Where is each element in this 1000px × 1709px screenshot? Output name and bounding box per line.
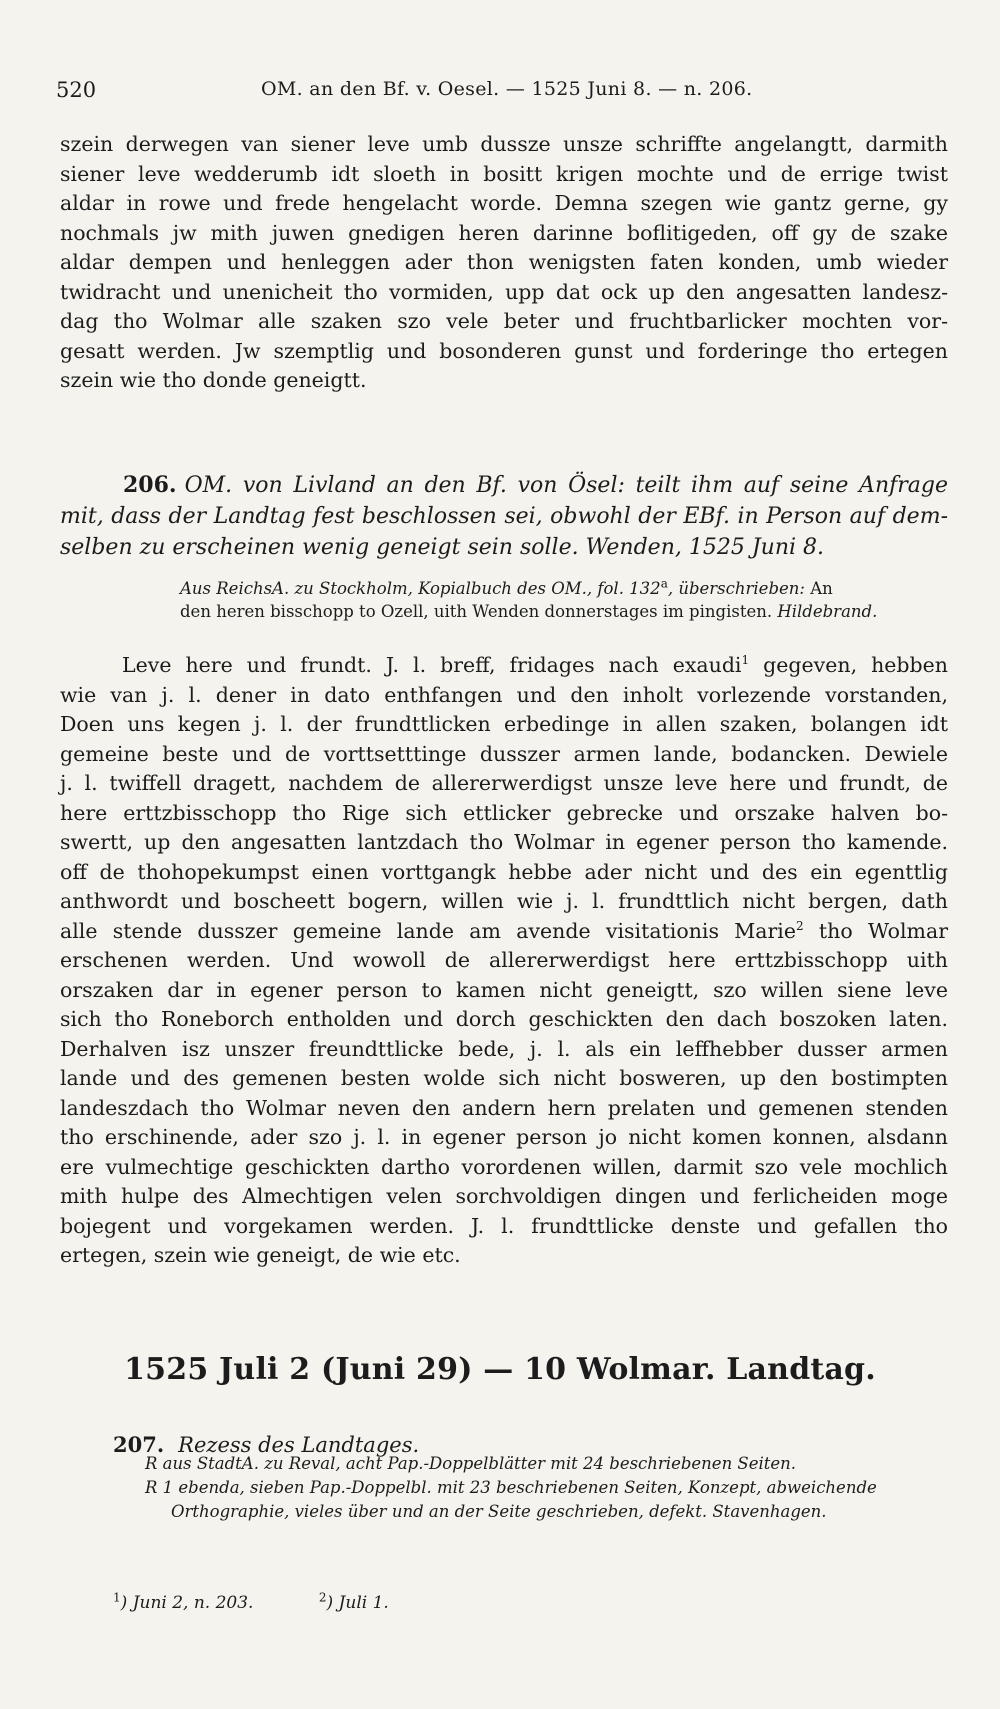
text-line: alle stende dusszer gemeine lande am avende visitationis Marie$^2$ tho Wolmar [60, 918, 948, 943]
source-line: R 1 ebenda, sieben Pap.-Doppelbl. mit 23 beschriebenen Seiten, Konzept, abweichende [145, 1478, 877, 1497]
text-line: gesatt werden. Jw szemptlig und bosonderen gunst und forderinge tho ertegen [60, 338, 948, 363]
entry-number: 206. [123, 472, 177, 498]
source-archive: Aus ReichsA. zu Stockholm, Kopialbuch des OM., fol. 132 [180, 579, 661, 598]
entry-206-source [180, 577, 948, 623]
text-line: sich tho Roneborch entholden und dorch geschickten den dach boszoken laten. [60, 1007, 948, 1031]
text-line: Leve here und frundt. J. l. breff, fridages nach exaudi$^1$ gegeven, hebben [122, 653, 948, 677]
running-head [56, 78, 946, 108]
regest-text: OM. von Livland an den Bf. von Ösel: teilt ihm auf seine Anfrage [184, 473, 948, 498]
source-line: R aus StadtA. zu Reval, acht Pap.-Doppelblätter mit 24 beschriebenen Seiten. [145, 1454, 797, 1473]
footnotes [113, 1590, 449, 1613]
text-line: bojegent und vorgekamen werden. J. l. frundttlicke denste und gefallen tho [60, 1213, 948, 1238]
entry-207-source [145, 1452, 945, 1524]
entry-206-text [60, 651, 948, 1271]
source-line: Orthographie, vieles über und an der Seite geschrieben, defekt. Stavenhagen. [171, 1502, 827, 1521]
source-line [180, 600, 948, 623]
text-line: ere vulmechtige geschickten dartho vorordenen willen, darmit szo vele mochlich [60, 1154, 948, 1179]
text-line: here erttzbisschopp tho Rige sich ettlicker gebrecke und orszake halven bo- [60, 800, 948, 825]
page-number: 520 [56, 78, 97, 102]
text-line: nochmals jw mith juwen gnedigen heren darinne boflitigeden, off gy de szake [60, 220, 948, 245]
text-line: anthwordt und boscheett bogern, willen wie j. l. frundttlich nicht bergen, dath [60, 889, 948, 913]
section-heading: 1525 Juli 2 (Juni 29) — 10 Wolmar. Landtag. [124, 1352, 876, 1387]
entry-206-regest [123, 470, 948, 501]
entry-number: 207. [113, 1432, 165, 1457]
text-line: aldar dempen und henleggen ader thon wenigsten faten konden, umb wieder [60, 250, 948, 274]
text-line: ertegen, szein wie geneigt, de wie etc. [60, 1243, 461, 1267]
text-line: gemeine beste und de vorttsetttinge dusszer armen lande, bodancken. Dewiele [60, 741, 948, 766]
running-head-title: OM. an den Bf. v. Oesel. — 1525 Juni 8. — n. 206. [261, 78, 753, 100]
text-line: lande und des gemenen besten wolde sich nicht bosweren, up den bostimpten [60, 1066, 948, 1090]
text-line: Derhalven isz unszer freundttlicke bede, j. l. als ein leffhebber dusser armen [60, 1036, 948, 1061]
text-line: szein derwegen van siener leve umb dussze unsze schriffte angelangtt, darmith [60, 132, 948, 156]
continuation-paragraph [60, 130, 948, 396]
text-line: mith hulpe des Almechtigen velen sorchvoldigen dingen und ferlicheiden moge [60, 1184, 948, 1208]
text-line: j. l. twiffell dragett, nachdem de allererwerdigst unsze leve here und frundt, de [60, 771, 948, 795]
source-address: den heren bisschopp to Ozell, uith Wenden donnerstages im pingisten. [180, 602, 773, 621]
text-line: swertt, up den angesatten lantzdach tho Wolmar in egener person tho kamende. [60, 830, 948, 854]
text-line: orszaken dar in egener person to kamen nicht geneigtt, szo willen siene leve [60, 977, 948, 1002]
source-line [180, 577, 948, 600]
footnote: $^1$) Juni 2, n. 203. [113, 1590, 254, 1613]
text-line: wie van j. l. dener in dato enthfangen und den inholt vorlezende vorstanden, [60, 682, 948, 707]
text-line: tho erschinende, ader szo j. l. in egener person jo nicht komen konnen, alsdann [60, 1125, 948, 1149]
regest-line [123, 470, 948, 501]
text-line: off de thohopekumpst einen vorttgangk hebbe ader nicht und des ein egenttlig [60, 859, 948, 884]
footnote: $^2$) Juli 1. [318, 1590, 389, 1613]
text-line: landeszdach tho Wolmar neven den andern hern prelaten und gemenen stenden [60, 1095, 948, 1120]
entry-206-regest-continued [60, 501, 948, 563]
source-editor: Hildebrand. [777, 602, 878, 621]
regest-line: mit, dass der Landtag fest beschlossen sei, obwohl der EBf. in Person auf dem- [60, 504, 948, 529]
regest-line: selben zu erscheinen wenig geneigt sein solle. Wenden, 1525 Juni 8. [60, 535, 825, 560]
entry-title: Rezess des Landtages. [178, 1433, 420, 1457]
text-line: Doen uns kegen j. l. der frundttlicken erbedinge in allen szaken, bolangen idt [60, 712, 948, 736]
text-line: aldar in rowe und frede hengelacht worde. Demna szegen wie gantz gerne, gy [60, 191, 948, 215]
text-line: szein wie tho donde geneigtt. [60, 368, 367, 392]
text-line: dag tho Wolmar alle szaken szo vele beter und fruchtbarlicker mochten vor- [60, 309, 948, 333]
source-rest: An [804, 579, 833, 598]
text-line: erschenen werden. Und wowoll de allererwerdigst here erttzbisschopp uith [60, 948, 948, 972]
source-sup: a [660, 576, 668, 591]
text-line: twidracht und unenicheit tho vormiden, upp dat ock up den angesatten landesz- [60, 279, 948, 304]
source-after: , überschrieben: [667, 579, 805, 598]
text-line: siener leve wedderumb idt sloeth in bositt krigen mochte und de errige twist [60, 161, 948, 186]
